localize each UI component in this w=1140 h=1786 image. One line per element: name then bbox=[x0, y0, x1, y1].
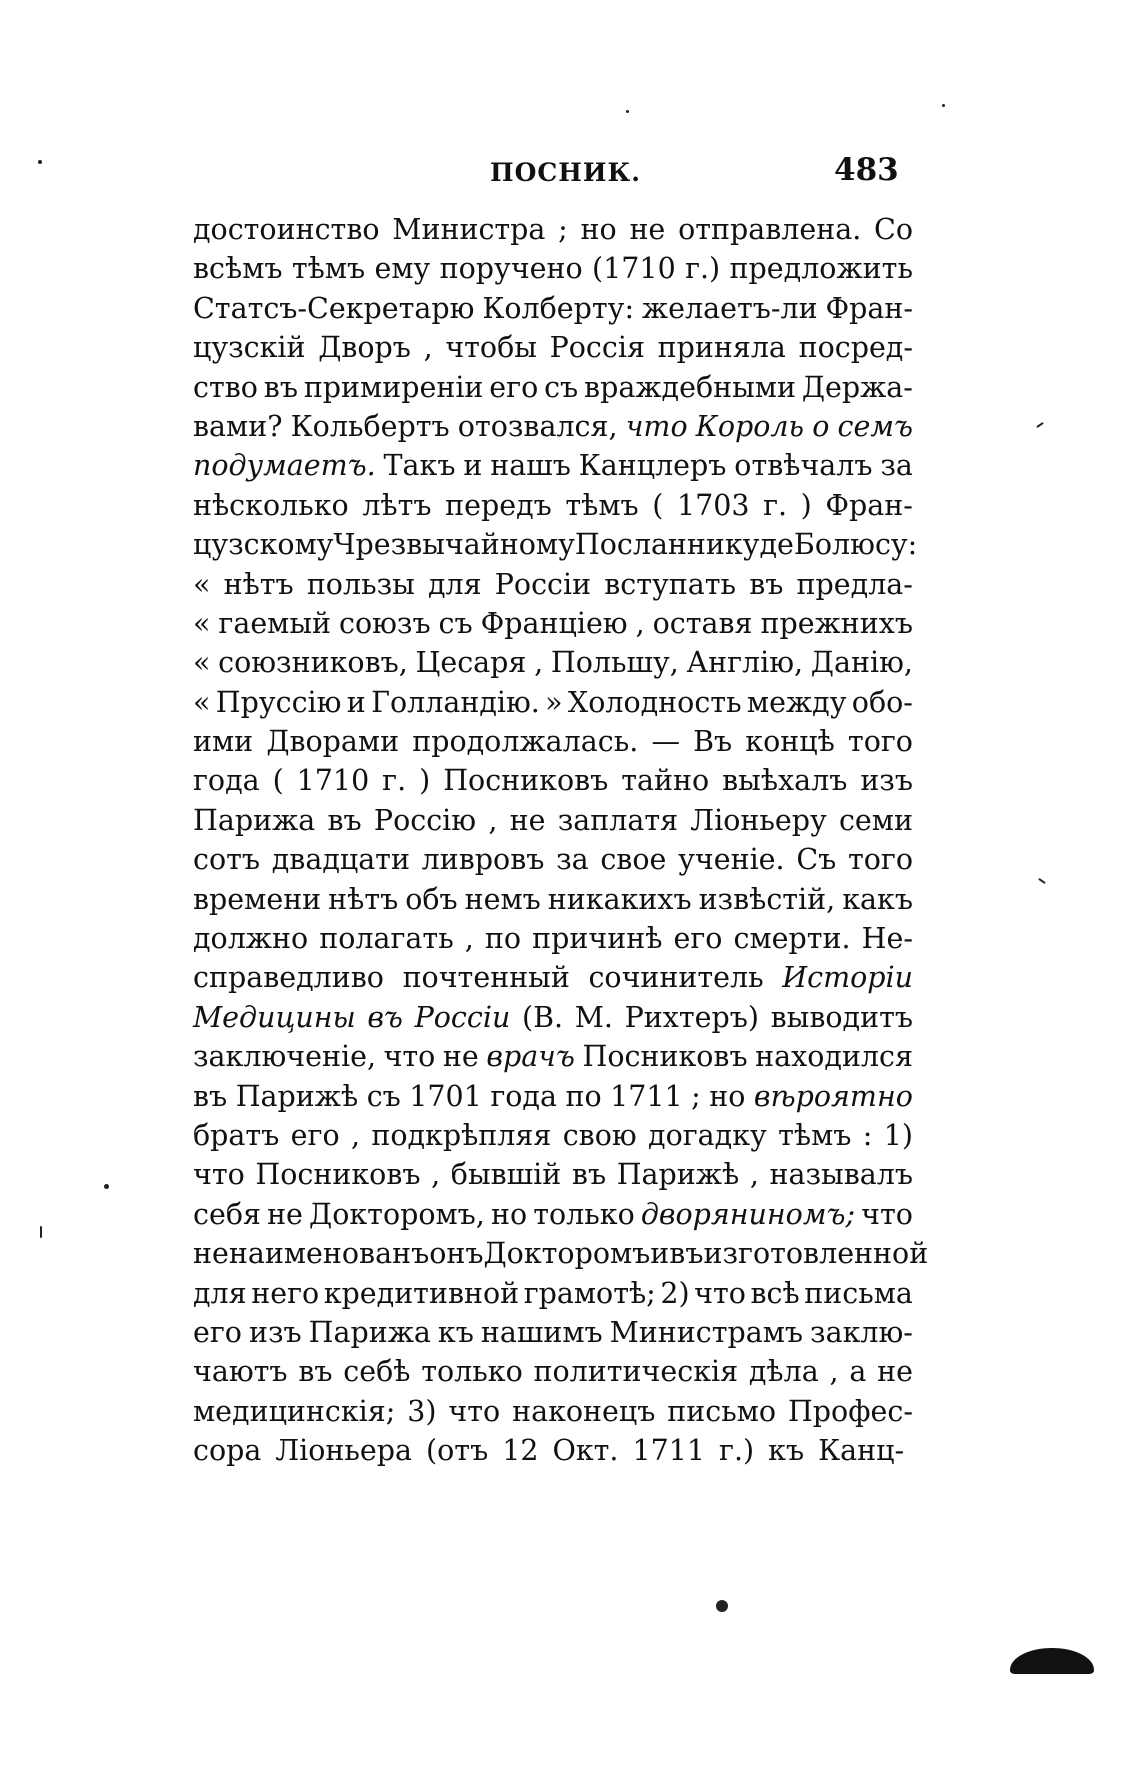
word: Держа- bbox=[801, 370, 913, 404]
word: только bbox=[421, 1355, 523, 1389]
text-line bbox=[193, 1431, 913, 1470]
word: отозвался, bbox=[457, 409, 618, 443]
text-line bbox=[193, 368, 913, 407]
word: сора bbox=[193, 1434, 262, 1468]
word: г.) bbox=[719, 1434, 755, 1468]
text-line bbox=[193, 958, 913, 997]
text-line bbox=[193, 289, 913, 328]
word: 3) bbox=[407, 1394, 437, 1428]
word: года bbox=[193, 764, 260, 798]
word: себя bbox=[193, 1197, 261, 1231]
body-text bbox=[193, 210, 929, 1471]
word: не bbox=[193, 1237, 229, 1271]
word: Россія bbox=[549, 331, 645, 365]
word: нѣтъ bbox=[328, 882, 399, 916]
word: союзниковъ, bbox=[218, 646, 408, 680]
word: 1703 bbox=[676, 488, 750, 522]
word: Цесаря bbox=[415, 646, 527, 680]
italic-word: дворяниномъ; bbox=[640, 1197, 856, 1231]
word: концѣ bbox=[745, 725, 835, 759]
word: М. bbox=[574, 1000, 613, 1034]
word: справедливо bbox=[193, 961, 384, 995]
italic-word: подумаетъ. bbox=[193, 449, 376, 483]
word: къ bbox=[768, 1434, 805, 1468]
word: гаемый bbox=[218, 606, 332, 640]
text-line bbox=[193, 1037, 913, 1076]
word: письмо bbox=[667, 1394, 777, 1428]
word: ( bbox=[272, 764, 284, 798]
word: тайно bbox=[621, 764, 710, 798]
word: за bbox=[556, 843, 589, 877]
word: Дворами bbox=[266, 725, 400, 759]
word: Голландію. bbox=[371, 685, 540, 719]
word: въ bbox=[263, 370, 298, 404]
word: Рихтеръ) bbox=[624, 1000, 759, 1034]
word: продолжалась. bbox=[412, 725, 639, 759]
word: 1711 bbox=[632, 1434, 706, 1468]
word: « bbox=[193, 567, 211, 601]
word: чаютъ bbox=[193, 1355, 288, 1389]
word: нѣтъ bbox=[223, 567, 294, 601]
word: посред- bbox=[798, 331, 913, 365]
word: 1) bbox=[883, 1118, 913, 1152]
word: почтенный bbox=[402, 961, 570, 995]
word: съ bbox=[438, 606, 473, 640]
word: полагать bbox=[319, 922, 454, 956]
text-line bbox=[193, 998, 913, 1037]
word: объ bbox=[405, 882, 458, 916]
word: враждебными bbox=[584, 370, 796, 404]
word: » bbox=[545, 685, 563, 719]
word: братъ bbox=[193, 1118, 280, 1152]
word: въ bbox=[749, 567, 784, 601]
text-line bbox=[193, 683, 913, 722]
word: ) bbox=[419, 764, 431, 798]
word: должно bbox=[193, 922, 309, 956]
text-line bbox=[193, 565, 913, 604]
word: « bbox=[193, 685, 211, 719]
word: въ bbox=[193, 1079, 228, 1113]
word: что bbox=[694, 1276, 746, 1310]
word: , bbox=[534, 646, 544, 680]
text-line bbox=[193, 1077, 913, 1116]
word: сотъ bbox=[193, 843, 261, 877]
word: цузскій bbox=[193, 331, 306, 365]
italic-word: вѣроятно bbox=[753, 1079, 913, 1113]
text-line bbox=[193, 210, 913, 249]
word: находился bbox=[755, 1040, 913, 1074]
text-line bbox=[193, 1352, 913, 1391]
word: « bbox=[193, 606, 211, 640]
word: что bbox=[383, 1040, 436, 1074]
word: для bbox=[427, 567, 482, 601]
word: заключеніе, bbox=[193, 1040, 377, 1074]
scan-speck bbox=[40, 1226, 42, 1238]
word: кредитивной bbox=[323, 1276, 520, 1310]
word: союзъ bbox=[338, 606, 431, 640]
word: Статсъ-Секретарю bbox=[193, 291, 475, 325]
scan-speck bbox=[716, 1600, 728, 1612]
text-line bbox=[193, 604, 913, 643]
text-line bbox=[193, 643, 913, 682]
word: Парижѣ bbox=[235, 1079, 359, 1113]
word: въ bbox=[298, 1355, 333, 1389]
scan-speck bbox=[1036, 422, 1044, 428]
text-line bbox=[193, 880, 913, 919]
word: — bbox=[651, 725, 680, 759]
text-line bbox=[193, 446, 913, 485]
word: 1710 bbox=[296, 764, 370, 798]
word: желаетъ-ли bbox=[641, 291, 818, 325]
word: лѣтъ bbox=[362, 488, 432, 522]
word: , bbox=[829, 1355, 839, 1389]
word: , bbox=[350, 1118, 361, 1152]
text-line bbox=[193, 1195, 913, 1234]
word: Со bbox=[874, 213, 913, 246]
word: бывшій bbox=[450, 1158, 562, 1192]
word: а bbox=[849, 1355, 867, 1389]
word: , bbox=[488, 803, 498, 837]
italic-word: Медицины bbox=[193, 1000, 356, 1034]
word: Чрезвычайному bbox=[333, 528, 575, 562]
word: Дворъ bbox=[318, 331, 411, 365]
text-line bbox=[193, 1274, 913, 1313]
word: выѣхалъ bbox=[722, 764, 848, 798]
word: вступать bbox=[604, 567, 737, 601]
word: Болюсу: bbox=[793, 528, 918, 562]
word: Докторомъ bbox=[483, 1237, 651, 1271]
word: подкрѣпляя bbox=[371, 1118, 552, 1152]
word: года bbox=[490, 1079, 557, 1113]
word: времени bbox=[193, 882, 322, 916]
word: свое bbox=[600, 843, 667, 877]
word: Парижѣ bbox=[616, 1158, 740, 1192]
word: за bbox=[880, 449, 913, 483]
word: Пруссію bbox=[215, 685, 342, 719]
word: ство bbox=[193, 370, 258, 404]
word: что bbox=[448, 1394, 501, 1428]
word: въ bbox=[327, 803, 362, 837]
word: его bbox=[489, 370, 539, 404]
italic-word: о bbox=[812, 409, 830, 443]
word: выводитъ bbox=[770, 1000, 913, 1034]
word: но bbox=[580, 213, 617, 246]
text-line bbox=[193, 801, 913, 840]
word: его bbox=[673, 922, 723, 956]
word: 1701 bbox=[409, 1079, 482, 1113]
word: , bbox=[423, 331, 433, 365]
word: медицинскія; bbox=[193, 1394, 396, 1428]
word: никакихъ bbox=[547, 882, 692, 916]
text-line bbox=[193, 1116, 913, 1155]
word: (1710 bbox=[592, 252, 676, 286]
word: нашъ bbox=[490, 449, 571, 483]
word: Въ bbox=[693, 725, 733, 759]
word: наконецъ bbox=[512, 1394, 656, 1428]
word: дѣла bbox=[748, 1355, 819, 1389]
word: его bbox=[290, 1118, 340, 1152]
text-line bbox=[193, 328, 913, 367]
text-line bbox=[193, 840, 913, 879]
word: передъ bbox=[445, 488, 552, 522]
word: не bbox=[442, 1040, 479, 1074]
word: двадцати bbox=[271, 843, 410, 877]
word: него bbox=[251, 1276, 320, 1310]
text-line bbox=[193, 919, 913, 958]
word: всѣ bbox=[750, 1276, 800, 1310]
word: всѣмъ bbox=[193, 252, 283, 286]
italic-word: въ bbox=[367, 1000, 403, 1034]
word: наименованъ bbox=[228, 1237, 430, 1271]
word: Посниковъ bbox=[443, 764, 609, 798]
word: ) bbox=[800, 488, 812, 522]
text-line bbox=[193, 1234, 929, 1273]
word: и bbox=[650, 1237, 670, 1271]
word: де bbox=[759, 528, 794, 562]
word: какъ bbox=[842, 882, 913, 916]
word: Россію bbox=[373, 803, 477, 837]
word: отвѣчалъ bbox=[734, 449, 873, 483]
word: Окт. bbox=[552, 1434, 619, 1468]
italic-word: Исторіи bbox=[782, 961, 913, 995]
ink-smudge bbox=[1010, 1648, 1094, 1674]
word: , bbox=[749, 1158, 759, 1192]
word: свою bbox=[562, 1118, 637, 1152]
word: ими bbox=[193, 725, 254, 759]
word: что bbox=[861, 1197, 913, 1231]
word: чтобы bbox=[445, 331, 537, 365]
text-line bbox=[193, 1313, 913, 1352]
word: г.) bbox=[685, 252, 721, 286]
word: 2) bbox=[660, 1276, 690, 1310]
word: по bbox=[565, 1079, 602, 1113]
word: политическія bbox=[533, 1355, 739, 1389]
word: не bbox=[877, 1355, 913, 1389]
word: не bbox=[629, 213, 666, 246]
word: изъ bbox=[248, 1315, 302, 1349]
word: между bbox=[746, 685, 847, 719]
word: Фран- bbox=[825, 291, 913, 325]
text-line bbox=[193, 761, 913, 800]
word: тѣмъ bbox=[778, 1118, 852, 1152]
italic-word: Россіи bbox=[414, 1000, 511, 1034]
word: сочинитель bbox=[588, 961, 764, 995]
word: Англію, bbox=[686, 646, 804, 680]
word: ливровъ bbox=[421, 843, 545, 877]
word: ( bbox=[652, 488, 664, 522]
scan-speck bbox=[942, 104, 945, 107]
word: пользы bbox=[306, 567, 415, 601]
word: что bbox=[193, 1158, 245, 1192]
word: Франціею bbox=[480, 606, 628, 640]
word: Кольбертъ bbox=[290, 409, 450, 443]
word: догадку bbox=[648, 1118, 767, 1152]
word: смерти. bbox=[733, 922, 851, 956]
text-line bbox=[193, 1155, 913, 1194]
word: тѣмъ bbox=[291, 252, 366, 286]
word: Холодность bbox=[567, 685, 742, 719]
word: достоинство bbox=[193, 213, 380, 246]
word: примиреніи bbox=[303, 370, 484, 404]
word: немъ bbox=[464, 882, 541, 916]
word: Министра bbox=[392, 213, 546, 246]
scan-speck bbox=[38, 160, 42, 164]
italic-word: что bbox=[625, 409, 688, 443]
italic-word: семъ bbox=[837, 409, 913, 443]
word: 12 bbox=[502, 1434, 539, 1468]
word: Данію, bbox=[810, 646, 913, 680]
page-number: 483 bbox=[834, 152, 899, 188]
word: семи bbox=[838, 803, 913, 837]
word: г. bbox=[763, 488, 788, 522]
word: съ bbox=[366, 1079, 401, 1113]
word: Парижа bbox=[308, 1315, 431, 1349]
word: Съ bbox=[796, 843, 837, 877]
word: того bbox=[847, 725, 913, 759]
word: ; bbox=[558, 213, 568, 246]
word: приняла bbox=[657, 331, 786, 365]
word: съ bbox=[544, 370, 579, 404]
word: нашимъ bbox=[480, 1315, 603, 1349]
word: (отъ bbox=[426, 1434, 489, 1468]
word: Канц- bbox=[818, 1434, 905, 1468]
word: (В. bbox=[521, 1000, 564, 1034]
word: прежнихъ bbox=[760, 606, 913, 640]
word: Докторомъ, bbox=[309, 1197, 485, 1231]
word: , bbox=[431, 1158, 441, 1192]
word: письма bbox=[804, 1276, 913, 1310]
scan-speck bbox=[626, 110, 629, 113]
word: Колберту: bbox=[482, 291, 635, 325]
word: Посниковъ bbox=[582, 1040, 748, 1074]
text-line bbox=[193, 722, 913, 761]
italic-word: врачъ bbox=[486, 1040, 575, 1074]
word: « bbox=[193, 646, 211, 680]
word: того bbox=[847, 843, 913, 877]
word: заклю- bbox=[810, 1315, 913, 1349]
word: и bbox=[463, 449, 483, 483]
word: Ліоньера bbox=[275, 1434, 413, 1468]
word: Министрамъ bbox=[609, 1315, 804, 1349]
word: причинѣ bbox=[532, 922, 663, 956]
word: , bbox=[464, 922, 474, 956]
word: онъ bbox=[429, 1237, 484, 1271]
word: называлъ bbox=[769, 1158, 913, 1192]
word: не bbox=[267, 1197, 303, 1231]
word: грамотѣ; bbox=[523, 1276, 656, 1310]
word: заплатя bbox=[557, 803, 679, 837]
word: Не- bbox=[861, 922, 913, 956]
word: Ліоньеру bbox=[690, 803, 827, 837]
word: поручено bbox=[439, 252, 583, 286]
word: но bbox=[709, 1079, 746, 1113]
word: Фран- bbox=[825, 488, 913, 522]
text-line bbox=[193, 486, 913, 525]
word: предложить bbox=[729, 252, 913, 286]
word: его bbox=[193, 1315, 242, 1349]
word: ученіе. bbox=[678, 843, 785, 877]
word: изъ bbox=[860, 764, 913, 798]
word: изготовленной bbox=[703, 1237, 929, 1271]
word: къ bbox=[437, 1315, 474, 1349]
text-line bbox=[193, 407, 913, 446]
word: тѣмъ bbox=[565, 488, 639, 522]
word: ему bbox=[374, 252, 431, 286]
word: обо- bbox=[851, 685, 913, 719]
word: въ bbox=[669, 1237, 704, 1271]
word: Посланнику bbox=[574, 528, 760, 562]
word: себѣ bbox=[343, 1355, 411, 1389]
scan-speck bbox=[104, 1184, 109, 1189]
word: 1711 bbox=[610, 1079, 683, 1113]
word: оставя bbox=[652, 606, 753, 640]
word: не bbox=[509, 803, 546, 837]
word: : bbox=[862, 1118, 873, 1152]
word: цузскому bbox=[193, 528, 334, 562]
word: ; bbox=[691, 1079, 701, 1113]
word: вами? bbox=[193, 409, 283, 443]
word: Польшу, bbox=[550, 646, 679, 680]
word: извѣстій, bbox=[698, 882, 836, 916]
word: Россіи bbox=[494, 567, 592, 601]
scan-speck bbox=[1038, 878, 1046, 884]
text-line bbox=[193, 1392, 913, 1431]
word: для bbox=[193, 1276, 247, 1310]
word: Профес- bbox=[787, 1394, 913, 1428]
word: по bbox=[484, 922, 522, 956]
word: но bbox=[490, 1197, 528, 1231]
word: и bbox=[346, 685, 366, 719]
word: Канцлеръ bbox=[578, 449, 727, 483]
word: Посниковъ bbox=[255, 1158, 421, 1192]
word: г. bbox=[382, 764, 407, 798]
word: Такъ bbox=[383, 449, 456, 483]
running-header: ПОСНИК. bbox=[490, 158, 641, 187]
word: нѣсколько bbox=[193, 488, 349, 522]
word: , bbox=[635, 606, 645, 640]
text-line bbox=[193, 249, 913, 288]
italic-word: Король bbox=[695, 409, 805, 443]
word: Парижа bbox=[193, 803, 316, 837]
word: въ bbox=[571, 1158, 607, 1192]
word: предла- bbox=[796, 567, 913, 601]
text-line bbox=[193, 525, 918, 564]
word: только bbox=[533, 1197, 635, 1231]
word: отправлена. bbox=[678, 213, 862, 246]
